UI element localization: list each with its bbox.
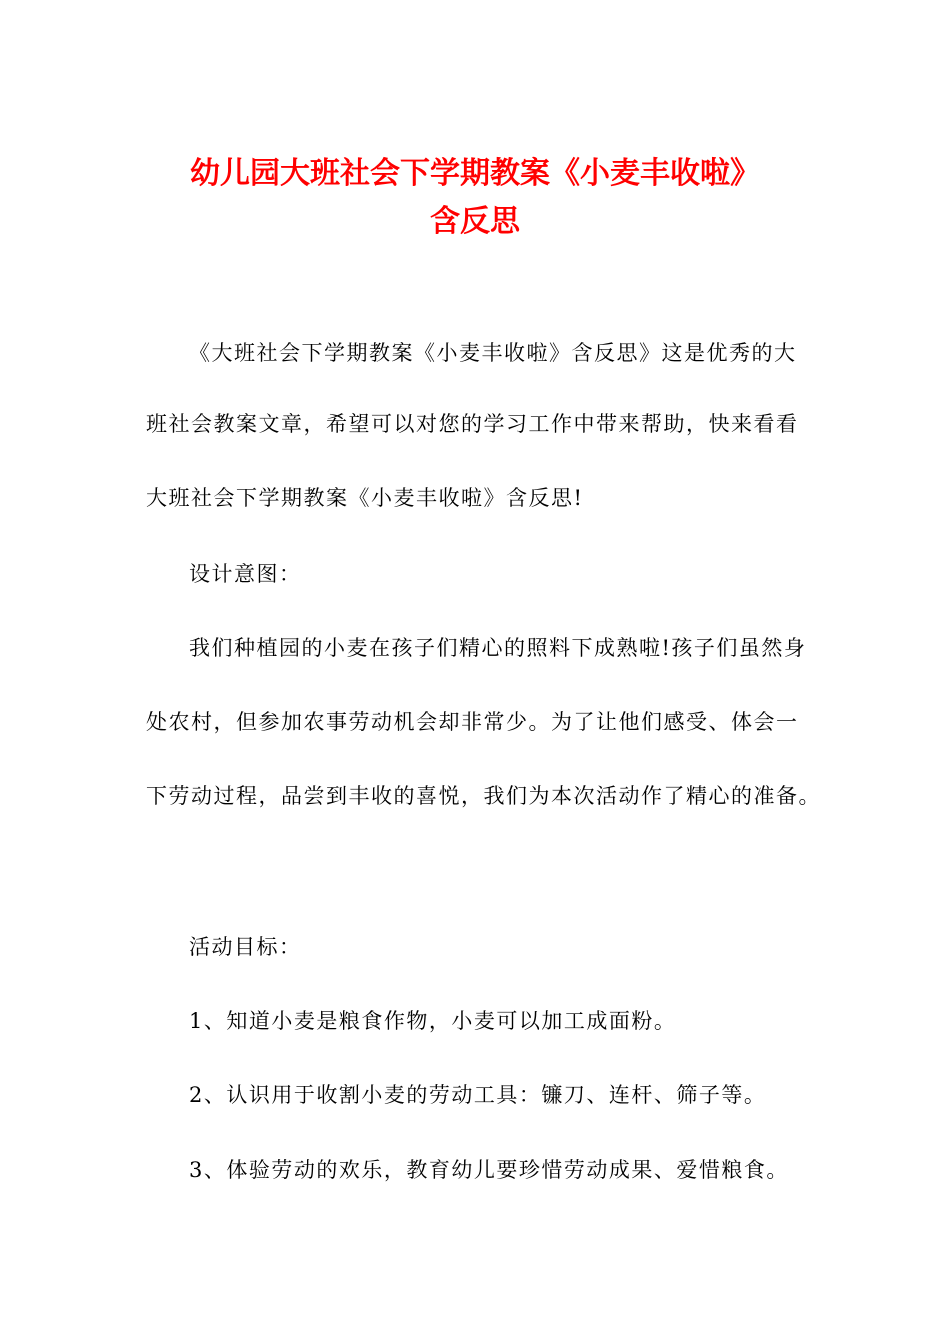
goals-heading: 活动目标： xyxy=(189,935,302,959)
intro-line-3: 大班社会下学期教案《小麦丰收啦》含反思! xyxy=(146,486,584,510)
goal-item-2: 2、认识用于收割小麦的劳动工具：镰刀、连杆、筛子等。 xyxy=(189,1083,767,1107)
document-title-line-1: 幼儿园大班社会下学期教案《小麦丰收啦》 xyxy=(190,156,760,191)
document-title-line-2: 含反思 xyxy=(430,204,520,239)
intro-line-2: 班社会教案文章，希望可以对您的学习工作中带来帮助，快来看看 xyxy=(146,412,799,436)
intro-line-1: 《大班社会下学期教案《小麦丰收啦》含反思》这是优秀的大 xyxy=(189,341,797,365)
design-line-3: 下劳动过程，品尝到丰收的喜悦，我们为本次活动作了精心的准备。 xyxy=(146,784,821,808)
design-line-2: 处农村，但参加农事劳动机会却非常少。为了让他们感受、体会一 xyxy=(146,710,799,734)
design-line-1: 我们种植园的小麦在孩子们精心的照料下成熟啦!孩子们虽然身 xyxy=(189,636,807,660)
goal-item-1: 1、知道小麦是粮食作物，小麦可以加工成面粉。 xyxy=(189,1009,677,1033)
goal-item-3: 3、体验劳动的欢乐，教育幼儿要珍惜劳动成果、爱惜粮食。 xyxy=(189,1158,789,1182)
design-heading: 设计意图： xyxy=(189,562,302,586)
